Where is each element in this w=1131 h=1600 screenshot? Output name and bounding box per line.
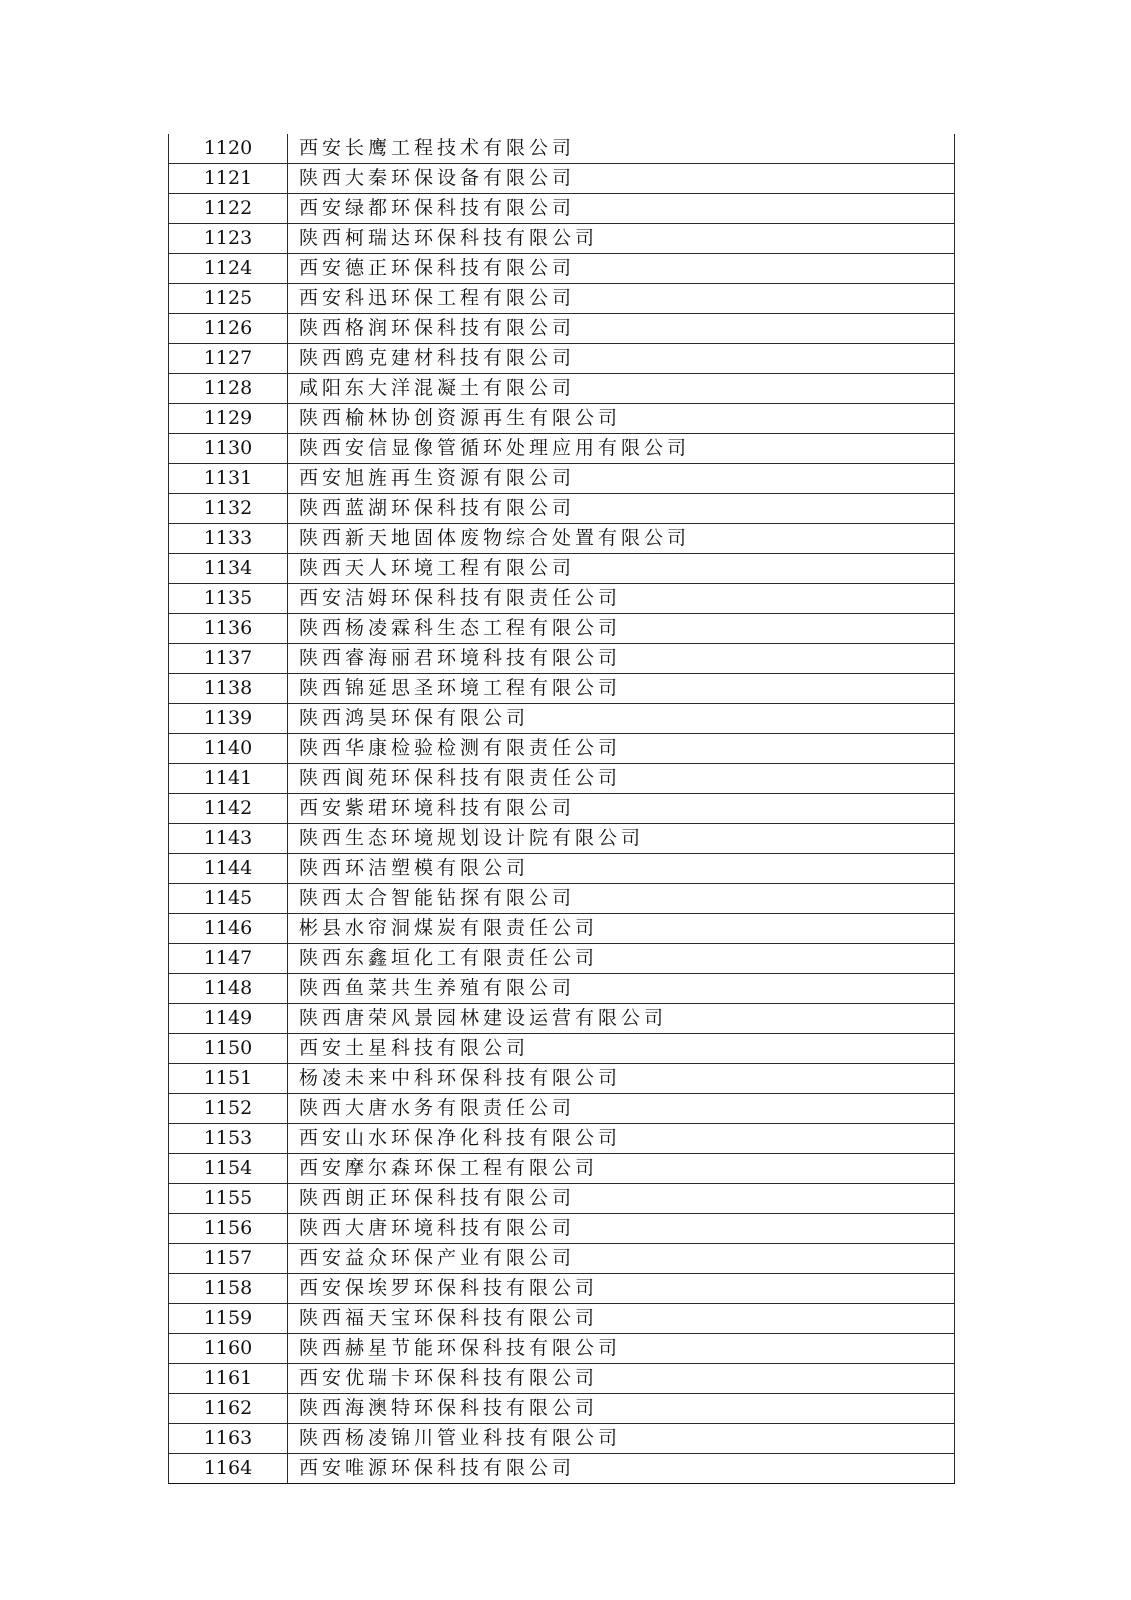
row-number: 1147: [169, 944, 288, 974]
row-number: 1138: [169, 674, 288, 704]
table-row: [169, 644, 955, 674]
row-number: 1155: [169, 1184, 288, 1214]
row-number: 1136: [169, 614, 288, 644]
row-number: 1133: [169, 524, 288, 554]
row-number: 1161: [169, 1364, 288, 1394]
company-name: 西安土星科技有限公司: [288, 1034, 955, 1064]
row-number: 1126: [169, 314, 288, 344]
table-row: [169, 1034, 955, 1064]
table-row: [169, 1454, 955, 1484]
row-number: 1151: [169, 1064, 288, 1094]
company-name: 陕西杨凌霖科生态工程有限公司: [288, 614, 955, 644]
row-number: 1129: [169, 404, 288, 434]
row-number: 1128: [169, 374, 288, 404]
company-name: 陕西睿海丽君环境科技有限公司: [288, 644, 955, 674]
company-name: 陕西鸥克建材科技有限公司: [288, 344, 955, 374]
company-name: 陕西福天宝环保科技有限公司: [288, 1304, 955, 1334]
row-number: 1139: [169, 704, 288, 734]
company-list-body: [169, 134, 955, 1484]
company-name: 西安益众环保产业有限公司: [288, 1244, 955, 1274]
table-row: [169, 554, 955, 584]
row-number: 1148: [169, 974, 288, 1004]
table-row: [169, 614, 955, 644]
table-row: [169, 314, 955, 344]
row-number: 1130: [169, 434, 288, 464]
table-row: [169, 1094, 955, 1124]
row-number: 1164: [169, 1454, 288, 1484]
company-name: 陕西大唐环境科技有限公司: [288, 1214, 955, 1244]
table-row: [169, 254, 955, 284]
row-number: 1158: [169, 1274, 288, 1304]
table-row: [169, 434, 955, 464]
company-name: 陕西榆林协创资源再生有限公司: [288, 404, 955, 434]
row-number: 1159: [169, 1304, 288, 1334]
table-row: [169, 734, 955, 764]
table-row: [169, 1274, 955, 1304]
row-number: 1123: [169, 224, 288, 254]
row-number: 1131: [169, 464, 288, 494]
row-number: 1157: [169, 1244, 288, 1274]
table-row: [169, 194, 955, 224]
row-number: 1145: [169, 884, 288, 914]
row-number: 1125: [169, 284, 288, 314]
company-name: 陕西阆苑环保科技有限责任公司: [288, 764, 955, 794]
row-number: 1152: [169, 1094, 288, 1124]
row-number: 1142: [169, 794, 288, 824]
company-name: 西安保埃罗环保科技有限公司: [288, 1274, 955, 1304]
company-name: 陕西格润环保科技有限公司: [288, 314, 955, 344]
company-list-table: [168, 134, 955, 1484]
company-name: 彬县水帘洞煤炭有限责任公司: [288, 914, 955, 944]
row-number: 1160: [169, 1334, 288, 1364]
company-name: 陕西鱼菜共生养殖有限公司: [288, 974, 955, 1004]
table-row: [169, 134, 955, 164]
company-name: 西安旭旌再生资源有限公司: [288, 464, 955, 494]
table-row: [169, 674, 955, 704]
row-number: 1144: [169, 854, 288, 884]
table-row: [169, 524, 955, 554]
table-row: [169, 914, 955, 944]
company-name: 西安唯源环保科技有限公司: [288, 1454, 955, 1484]
company-name: 陕西海澳特环保科技有限公司: [288, 1394, 955, 1424]
table-row: [169, 1064, 955, 1094]
company-name: 西安科迅环保工程有限公司: [288, 284, 955, 314]
row-number: 1134: [169, 554, 288, 584]
company-name: 西安摩尔森环保工程有限公司: [288, 1154, 955, 1184]
company-name: 陕西鸿昊环保有限公司: [288, 704, 955, 734]
company-name: 西安优瑞卡环保科技有限公司: [288, 1364, 955, 1394]
company-name: 陕西华康检验检测有限责任公司: [288, 734, 955, 764]
company-name: 陕西蓝湖环保科技有限公司: [288, 494, 955, 524]
row-number: 1137: [169, 644, 288, 674]
company-name: 陕西大唐水务有限责任公司: [288, 1094, 955, 1124]
company-name: 陕西天人环境工程有限公司: [288, 554, 955, 584]
table-row: [169, 1214, 955, 1244]
table-row: [169, 404, 955, 434]
table-row: [169, 374, 955, 404]
table-row: [169, 164, 955, 194]
table-row: [169, 1184, 955, 1214]
table-row: [169, 884, 955, 914]
row-number: 1146: [169, 914, 288, 944]
company-name: 西安山水环保净化科技有限公司: [288, 1124, 955, 1154]
table-row: [169, 464, 955, 494]
table-row: [169, 584, 955, 614]
company-name: 西安洁姆环保科技有限责任公司: [288, 584, 955, 614]
company-name: 杨凌未来中科环保科技有限公司: [288, 1064, 955, 1094]
company-name: 陕西锦延思圣环境工程有限公司: [288, 674, 955, 704]
table-row: [169, 704, 955, 734]
company-name: 西安绿都环保科技有限公司: [288, 194, 955, 224]
table-row: [169, 974, 955, 1004]
table-row: [169, 1424, 955, 1454]
table-row: [169, 1394, 955, 1424]
row-number: 1163: [169, 1424, 288, 1454]
row-number: 1154: [169, 1154, 288, 1184]
table-row: [169, 1334, 955, 1364]
company-name: 西安紫珺环境科技有限公司: [288, 794, 955, 824]
company-name: 陕西朗正环保科技有限公司: [288, 1184, 955, 1214]
company-name: 陕西太合智能钻探有限公司: [288, 884, 955, 914]
row-number: 1150: [169, 1034, 288, 1064]
company-name: 陕西环洁塑模有限公司: [288, 854, 955, 884]
table-row: [169, 794, 955, 824]
table-row: [169, 224, 955, 254]
company-name: 陕西新天地固体废物综合处置有限公司: [288, 524, 955, 554]
company-name: 咸阳东大洋混凝土有限公司: [288, 374, 955, 404]
table-row: [169, 764, 955, 794]
company-name: 陕西赫星节能环保科技有限公司: [288, 1334, 955, 1364]
row-number: 1140: [169, 734, 288, 764]
row-number: 1162: [169, 1394, 288, 1424]
table-row: [169, 1004, 955, 1034]
table-row: [169, 1244, 955, 1274]
company-name: 陕西柯瑞达环保科技有限公司: [288, 224, 955, 254]
table-row: [169, 824, 955, 854]
company-name: 陕西东鑫垣化工有限责任公司: [288, 944, 955, 974]
row-number: 1121: [169, 164, 288, 194]
company-name: 陕西安信显像管循环处理应用有限公司: [288, 434, 955, 464]
row-number: 1149: [169, 1004, 288, 1034]
table-row: [169, 944, 955, 974]
company-name: 陕西唐荣风景园林建设运营有限公司: [288, 1004, 955, 1034]
table-row: [169, 494, 955, 524]
row-number: 1132: [169, 494, 288, 524]
company-name: 陕西杨凌锦川管业科技有限公司: [288, 1424, 955, 1454]
row-number: 1153: [169, 1124, 288, 1154]
company-name: 西安长鹰工程技术有限公司: [288, 134, 955, 164]
row-number: 1141: [169, 764, 288, 794]
row-number: 1156: [169, 1214, 288, 1244]
company-name: 陕西生态环境规划设计院有限公司: [288, 824, 955, 854]
table-row: [169, 284, 955, 314]
table-row: [169, 854, 955, 884]
company-name: 陕西大秦环保设备有限公司: [288, 164, 955, 194]
row-number: 1135: [169, 584, 288, 614]
table-row: [169, 1364, 955, 1394]
row-number: 1124: [169, 254, 288, 284]
table-row: [169, 344, 955, 374]
row-number: 1127: [169, 344, 288, 374]
table-row: [169, 1124, 955, 1154]
table-row: [169, 1304, 955, 1334]
row-number: 1122: [169, 194, 288, 224]
row-number: 1143: [169, 824, 288, 854]
row-number: 1120: [169, 134, 288, 164]
company-name: 西安德正环保科技有限公司: [288, 254, 955, 284]
table-row: [169, 1154, 955, 1184]
